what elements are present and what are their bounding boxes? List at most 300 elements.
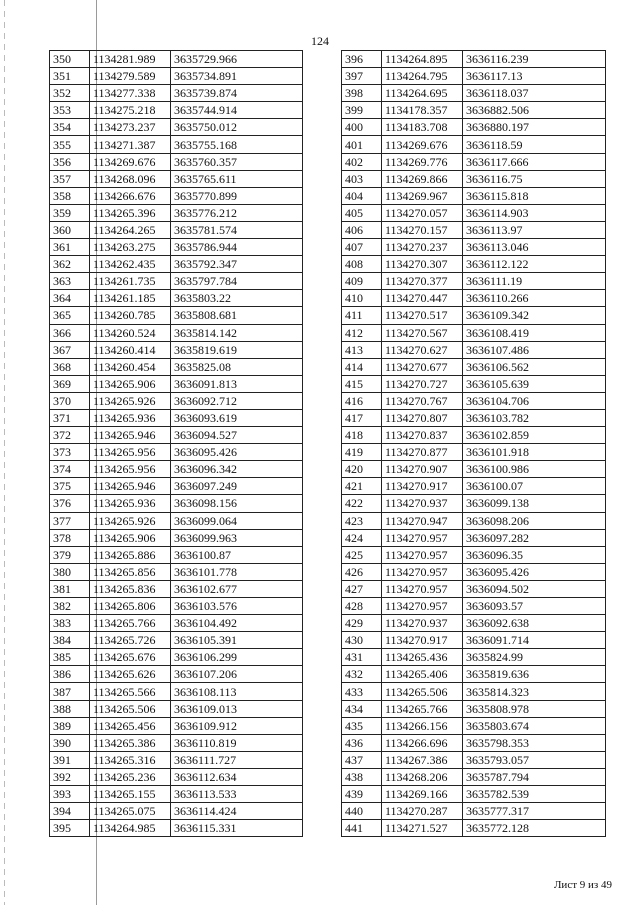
y-coordinate-cell: 3635787.794 bbox=[463, 768, 606, 785]
x-coordinate-cell: 1134265.316 bbox=[90, 751, 171, 768]
table-row bbox=[50, 239, 303, 256]
table-row bbox=[342, 495, 606, 512]
point-number-cell: 359 bbox=[50, 204, 90, 221]
table-row bbox=[342, 307, 606, 324]
y-coordinate-cell: 3636103.782 bbox=[463, 409, 606, 426]
y-coordinate-cell: 3636100.986 bbox=[463, 461, 606, 478]
x-coordinate-cell: 1134265.956 bbox=[90, 461, 171, 478]
point-number-cell: 392 bbox=[50, 768, 90, 785]
y-coordinate-cell: 3636099.963 bbox=[171, 529, 303, 546]
y-coordinate-cell: 3636104.706 bbox=[463, 392, 606, 409]
table-row bbox=[50, 768, 303, 785]
table-row bbox=[342, 461, 606, 478]
table-row bbox=[50, 632, 303, 649]
y-coordinate-cell: 3635819.636 bbox=[463, 666, 606, 683]
point-number-cell: 410 bbox=[342, 290, 382, 307]
point-number-cell: 425 bbox=[342, 546, 382, 563]
scan-edge-line bbox=[4, 0, 5, 905]
point-number-cell: 414 bbox=[342, 358, 382, 375]
x-coordinate-cell: 1134265.886 bbox=[90, 546, 171, 563]
point-number-cell: 377 bbox=[50, 512, 90, 529]
y-coordinate-cell: 3636107.206 bbox=[171, 666, 303, 683]
point-number-cell: 426 bbox=[342, 563, 382, 580]
x-coordinate-cell: 1134265.566 bbox=[90, 683, 171, 700]
point-number-cell: 374 bbox=[50, 461, 90, 478]
point-number-cell: 388 bbox=[50, 700, 90, 717]
y-coordinate-cell: 3636101.778 bbox=[171, 563, 303, 580]
table-row bbox=[342, 683, 606, 700]
x-coordinate-cell: 1134270.917 bbox=[382, 478, 463, 495]
table-row bbox=[342, 649, 606, 666]
table-row bbox=[342, 324, 606, 341]
table-row bbox=[50, 392, 303, 409]
table-row bbox=[342, 580, 606, 597]
table-row bbox=[342, 392, 606, 409]
x-coordinate-cell: 1134269.166 bbox=[382, 786, 463, 803]
x-coordinate-cell: 1134265.506 bbox=[382, 683, 463, 700]
point-number-cell: 424 bbox=[342, 529, 382, 546]
point-number-cell: 386 bbox=[50, 666, 90, 683]
point-number-cell: 434 bbox=[342, 700, 382, 717]
y-coordinate-cell: 3636091.813 bbox=[171, 375, 303, 392]
x-coordinate-cell: 1134266.676 bbox=[90, 187, 171, 204]
point-number-cell: 393 bbox=[50, 786, 90, 803]
x-coordinate-cell: 1134260.785 bbox=[90, 307, 171, 324]
point-number-cell: 432 bbox=[342, 666, 382, 683]
table-row bbox=[342, 409, 606, 426]
y-coordinate-cell: 3636101.918 bbox=[463, 444, 606, 461]
point-number-cell: 412 bbox=[342, 324, 382, 341]
point-number-cell: 360 bbox=[50, 221, 90, 238]
x-coordinate-cell: 1134270.767 bbox=[382, 392, 463, 409]
y-coordinate-cell: 3635803.674 bbox=[463, 717, 606, 734]
x-coordinate-cell: 1134270.727 bbox=[382, 375, 463, 392]
table-row bbox=[342, 273, 606, 290]
y-coordinate-cell: 3636100.87 bbox=[171, 546, 303, 563]
point-number-cell: 369 bbox=[50, 375, 90, 392]
table-row bbox=[342, 136, 606, 153]
point-number-cell: 367 bbox=[50, 341, 90, 358]
x-coordinate-cell: 1134270.957 bbox=[382, 598, 463, 615]
table-row bbox=[342, 546, 606, 563]
y-coordinate-cell: 3636099.138 bbox=[463, 495, 606, 512]
table-row bbox=[342, 478, 606, 495]
y-coordinate-cell: 3636094.502 bbox=[463, 580, 606, 597]
point-number-cell: 384 bbox=[50, 632, 90, 649]
point-number-cell: 413 bbox=[342, 341, 382, 358]
point-number-cell: 404 bbox=[342, 187, 382, 204]
table-row bbox=[342, 358, 606, 375]
point-number-cell: 422 bbox=[342, 495, 382, 512]
table-row bbox=[342, 375, 606, 392]
y-coordinate-cell: 3635776.212 bbox=[171, 204, 303, 221]
x-coordinate-cell: 1134265.806 bbox=[90, 598, 171, 615]
x-coordinate-cell: 1134264.895 bbox=[382, 51, 463, 68]
y-coordinate-cell: 3635825.08 bbox=[171, 358, 303, 375]
y-coordinate-cell: 3636112.122 bbox=[463, 256, 606, 273]
table-row bbox=[50, 204, 303, 221]
point-number-cell: 417 bbox=[342, 409, 382, 426]
y-coordinate-cell: 3636109.013 bbox=[171, 700, 303, 717]
table-row bbox=[50, 153, 303, 170]
y-coordinate-cell: 3635770.899 bbox=[171, 187, 303, 204]
table-row bbox=[50, 444, 303, 461]
point-number-cell: 399 bbox=[342, 102, 382, 119]
y-coordinate-cell: 3635755.168 bbox=[171, 136, 303, 153]
table-row bbox=[50, 786, 303, 803]
table-row bbox=[342, 563, 606, 580]
table-row bbox=[50, 324, 303, 341]
y-coordinate-cell: 3636105.391 bbox=[171, 632, 303, 649]
point-number-cell: 421 bbox=[342, 478, 382, 495]
x-coordinate-cell: 1134267.386 bbox=[382, 751, 463, 768]
x-coordinate-cell: 1134264.795 bbox=[382, 68, 463, 85]
y-coordinate-cell: 3635729.966 bbox=[171, 51, 303, 68]
y-coordinate-cell: 3635782.539 bbox=[463, 786, 606, 803]
table-row bbox=[342, 512, 606, 529]
table-row bbox=[50, 358, 303, 375]
x-coordinate-cell: 1134183.708 bbox=[382, 119, 463, 136]
sheet-footer: Лист 9 из 49 bbox=[553, 879, 612, 891]
y-coordinate-cell: 3635814.142 bbox=[171, 324, 303, 341]
table-row bbox=[50, 512, 303, 529]
table-row bbox=[342, 221, 606, 238]
table-row bbox=[50, 427, 303, 444]
x-coordinate-cell: 1134270.957 bbox=[382, 529, 463, 546]
y-coordinate-cell: 3635808.978 bbox=[463, 700, 606, 717]
table-row bbox=[342, 632, 606, 649]
table-row bbox=[342, 820, 606, 837]
y-coordinate-cell: 3636098.206 bbox=[463, 512, 606, 529]
x-coordinate-cell: 1134270.957 bbox=[382, 580, 463, 597]
y-coordinate-cell: 3635803.22 bbox=[171, 290, 303, 307]
coordinates-table-right bbox=[341, 50, 606, 837]
y-coordinate-cell: 3635765.611 bbox=[171, 170, 303, 187]
table-row bbox=[342, 204, 606, 221]
x-coordinate-cell: 1134265.946 bbox=[90, 478, 171, 495]
y-coordinate-cell: 3636113.97 bbox=[463, 221, 606, 238]
y-coordinate-cell: 3636096.342 bbox=[171, 461, 303, 478]
table-row bbox=[342, 598, 606, 615]
table-row bbox=[50, 273, 303, 290]
x-coordinate-cell: 1134271.387 bbox=[90, 136, 171, 153]
table-row bbox=[342, 666, 606, 683]
x-coordinate-cell: 1134273.237 bbox=[90, 119, 171, 136]
table-row bbox=[50, 666, 303, 683]
table-row bbox=[342, 341, 606, 358]
x-coordinate-cell: 1134265.766 bbox=[90, 615, 171, 632]
table-row bbox=[342, 751, 606, 768]
table-row bbox=[50, 461, 303, 478]
table-row bbox=[342, 427, 606, 444]
x-coordinate-cell: 1134265.856 bbox=[90, 563, 171, 580]
table-row bbox=[50, 51, 303, 68]
table-row bbox=[50, 256, 303, 273]
x-coordinate-cell: 1134265.906 bbox=[90, 529, 171, 546]
table-row bbox=[342, 119, 606, 136]
point-number-cell: 372 bbox=[50, 427, 90, 444]
y-coordinate-cell: 3635750.012 bbox=[171, 119, 303, 136]
point-number-cell: 375 bbox=[50, 478, 90, 495]
x-coordinate-cell: 1134265.386 bbox=[90, 734, 171, 751]
x-coordinate-cell: 1134265.456 bbox=[90, 717, 171, 734]
x-coordinate-cell: 1134265.726 bbox=[90, 632, 171, 649]
y-coordinate-cell: 3636095.426 bbox=[463, 563, 606, 580]
table-row bbox=[342, 290, 606, 307]
point-number-cell: 376 bbox=[50, 495, 90, 512]
y-coordinate-cell: 3636106.299 bbox=[171, 649, 303, 666]
x-coordinate-cell: 1134265.926 bbox=[90, 392, 171, 409]
table-row bbox=[342, 768, 606, 785]
x-coordinate-cell: 1134269.676 bbox=[382, 136, 463, 153]
table-row bbox=[50, 717, 303, 734]
x-coordinate-cell: 1134261.735 bbox=[90, 273, 171, 290]
y-coordinate-cell: 3636102.859 bbox=[463, 427, 606, 444]
y-coordinate-cell: 3636108.419 bbox=[463, 324, 606, 341]
point-number-cell: 397 bbox=[342, 68, 382, 85]
y-coordinate-cell: 3636118.59 bbox=[463, 136, 606, 153]
point-number-cell: 411 bbox=[342, 307, 382, 324]
point-number-cell: 356 bbox=[50, 153, 90, 170]
point-number-cell: 440 bbox=[342, 803, 382, 820]
point-number-cell: 363 bbox=[50, 273, 90, 290]
point-number-cell: 418 bbox=[342, 427, 382, 444]
x-coordinate-cell: 1134270.937 bbox=[382, 495, 463, 512]
point-number-cell: 390 bbox=[50, 734, 90, 751]
x-coordinate-cell: 1134270.677 bbox=[382, 358, 463, 375]
y-coordinate-cell: 3636093.619 bbox=[171, 409, 303, 426]
y-coordinate-cell: 3635808.681 bbox=[171, 307, 303, 324]
point-number-cell: 366 bbox=[50, 324, 90, 341]
table-row bbox=[50, 341, 303, 358]
x-coordinate-cell: 1134265.766 bbox=[382, 700, 463, 717]
y-coordinate-cell: 3636113.533 bbox=[171, 786, 303, 803]
x-coordinate-cell: 1134269.967 bbox=[382, 187, 463, 204]
point-number-cell: 351 bbox=[50, 68, 90, 85]
point-number-cell: 387 bbox=[50, 683, 90, 700]
x-coordinate-cell: 1134270.937 bbox=[382, 615, 463, 632]
y-coordinate-cell: 3636111.19 bbox=[463, 273, 606, 290]
y-coordinate-cell: 3636105.639 bbox=[463, 375, 606, 392]
y-coordinate-cell: 3636092.638 bbox=[463, 615, 606, 632]
table-row bbox=[50, 803, 303, 820]
table-row bbox=[342, 102, 606, 119]
point-number-cell: 357 bbox=[50, 170, 90, 187]
table-row bbox=[342, 170, 606, 187]
table-row bbox=[342, 529, 606, 546]
y-coordinate-cell: 3635781.574 bbox=[171, 221, 303, 238]
y-coordinate-cell: 3635734.891 bbox=[171, 68, 303, 85]
x-coordinate-cell: 1134265.936 bbox=[90, 409, 171, 426]
point-number-cell: 419 bbox=[342, 444, 382, 461]
point-number-cell: 383 bbox=[50, 615, 90, 632]
table-row bbox=[50, 700, 303, 717]
point-number-cell: 405 bbox=[342, 204, 382, 221]
point-number-cell: 373 bbox=[50, 444, 90, 461]
x-coordinate-cell: 1134264.695 bbox=[382, 85, 463, 102]
y-coordinate-cell: 3636099.064 bbox=[171, 512, 303, 529]
table-row bbox=[50, 290, 303, 307]
table-row bbox=[342, 153, 606, 170]
y-coordinate-cell: 3636117.13 bbox=[463, 68, 606, 85]
table-row bbox=[342, 239, 606, 256]
table-row bbox=[342, 803, 606, 820]
x-coordinate-cell: 1134265.626 bbox=[90, 666, 171, 683]
x-coordinate-cell: 1134281.989 bbox=[90, 51, 171, 68]
x-coordinate-cell: 1134265.236 bbox=[90, 768, 171, 785]
x-coordinate-cell: 1134269.676 bbox=[90, 153, 171, 170]
point-number-cell: 427 bbox=[342, 580, 382, 597]
x-coordinate-cell: 1134265.946 bbox=[90, 427, 171, 444]
table-row bbox=[50, 734, 303, 751]
point-number-cell: 423 bbox=[342, 512, 382, 529]
table-body bbox=[342, 51, 606, 837]
point-number-cell: 354 bbox=[50, 119, 90, 136]
point-number-cell: 420 bbox=[342, 461, 382, 478]
x-coordinate-cell: 1134270.057 bbox=[382, 204, 463, 221]
point-number-cell: 403 bbox=[342, 170, 382, 187]
table-row bbox=[342, 187, 606, 204]
point-number-cell: 370 bbox=[50, 392, 90, 409]
point-number-cell: 355 bbox=[50, 136, 90, 153]
table-row bbox=[50, 615, 303, 632]
x-coordinate-cell: 1134268.206 bbox=[382, 768, 463, 785]
point-number-cell: 416 bbox=[342, 392, 382, 409]
point-number-cell: 382 bbox=[50, 598, 90, 615]
y-coordinate-cell: 3635819.619 bbox=[171, 341, 303, 358]
y-coordinate-cell: 3636116.75 bbox=[463, 170, 606, 187]
x-coordinate-cell: 1134277.338 bbox=[90, 85, 171, 102]
x-coordinate-cell: 1134270.837 bbox=[382, 427, 463, 444]
point-number-cell: 353 bbox=[50, 102, 90, 119]
y-coordinate-cell: 3636112.634 bbox=[171, 768, 303, 785]
y-coordinate-cell: 3636113.046 bbox=[463, 239, 606, 256]
table-row bbox=[50, 580, 303, 597]
point-number-cell: 352 bbox=[50, 85, 90, 102]
x-coordinate-cell: 1134265.155 bbox=[90, 786, 171, 803]
x-coordinate-cell: 1134270.237 bbox=[382, 239, 463, 256]
x-coordinate-cell: 1134260.454 bbox=[90, 358, 171, 375]
table-body bbox=[50, 51, 303, 837]
table-row bbox=[50, 221, 303, 238]
x-coordinate-cell: 1134265.075 bbox=[90, 803, 171, 820]
point-number-cell: 385 bbox=[50, 649, 90, 666]
point-number-cell: 379 bbox=[50, 546, 90, 563]
point-number-cell: 429 bbox=[342, 615, 382, 632]
table-row bbox=[50, 375, 303, 392]
y-coordinate-cell: 3636118.037 bbox=[463, 85, 606, 102]
x-coordinate-cell: 1134265.936 bbox=[90, 495, 171, 512]
point-number-cell: 378 bbox=[50, 529, 90, 546]
y-coordinate-cell: 3636098.156 bbox=[171, 495, 303, 512]
table-row bbox=[342, 786, 606, 803]
x-coordinate-cell: 1134265.836 bbox=[90, 580, 171, 597]
table-row bbox=[342, 256, 606, 273]
x-coordinate-cell: 1134264.265 bbox=[90, 221, 171, 238]
x-coordinate-cell: 1134269.866 bbox=[382, 170, 463, 187]
table-row bbox=[342, 68, 606, 85]
x-coordinate-cell: 1134279.589 bbox=[90, 68, 171, 85]
y-coordinate-cell: 3636114.424 bbox=[171, 803, 303, 820]
y-coordinate-cell: 3636110.266 bbox=[463, 290, 606, 307]
point-number-cell: 391 bbox=[50, 751, 90, 768]
table-row bbox=[50, 119, 303, 136]
y-coordinate-cell: 3636109.342 bbox=[463, 307, 606, 324]
table-row bbox=[50, 820, 303, 837]
point-number-cell: 431 bbox=[342, 649, 382, 666]
table-row bbox=[50, 68, 303, 85]
table-row bbox=[50, 683, 303, 700]
point-number-cell: 438 bbox=[342, 768, 382, 785]
y-coordinate-cell: 3636109.912 bbox=[171, 717, 303, 734]
y-coordinate-cell: 3636097.249 bbox=[171, 478, 303, 495]
x-coordinate-cell: 1134270.627 bbox=[382, 341, 463, 358]
x-coordinate-cell: 1134265.906 bbox=[90, 375, 171, 392]
point-number-cell: 428 bbox=[342, 598, 382, 615]
y-coordinate-cell: 3635760.357 bbox=[171, 153, 303, 170]
point-number-cell: 380 bbox=[50, 563, 90, 580]
table-row bbox=[50, 598, 303, 615]
point-number-cell: 409 bbox=[342, 273, 382, 290]
x-coordinate-cell: 1134270.377 bbox=[382, 273, 463, 290]
point-number-cell: 408 bbox=[342, 256, 382, 273]
y-coordinate-cell: 3635798.353 bbox=[463, 734, 606, 751]
table-row bbox=[50, 563, 303, 580]
x-coordinate-cell: 1134271.527 bbox=[382, 820, 463, 837]
point-number-cell: 371 bbox=[50, 409, 90, 426]
y-coordinate-cell: 3636114.903 bbox=[463, 204, 606, 221]
point-number-cell: 402 bbox=[342, 153, 382, 170]
point-number-cell: 381 bbox=[50, 580, 90, 597]
point-number-cell: 396 bbox=[342, 51, 382, 68]
y-coordinate-cell: 3635744.914 bbox=[171, 102, 303, 119]
table-row bbox=[50, 649, 303, 666]
x-coordinate-cell: 1134261.185 bbox=[90, 290, 171, 307]
table-row bbox=[342, 51, 606, 68]
x-coordinate-cell: 1134266.696 bbox=[382, 734, 463, 751]
x-coordinate-cell: 1134265.676 bbox=[90, 649, 171, 666]
point-number-cell: 441 bbox=[342, 820, 382, 837]
x-coordinate-cell: 1134260.524 bbox=[90, 324, 171, 341]
x-coordinate-cell: 1134269.776 bbox=[382, 153, 463, 170]
x-coordinate-cell: 1134265.406 bbox=[382, 666, 463, 683]
table-row bbox=[342, 615, 606, 632]
y-coordinate-cell: 3635772.128 bbox=[463, 820, 606, 837]
x-coordinate-cell: 1134263.275 bbox=[90, 239, 171, 256]
y-coordinate-cell: 3636108.113 bbox=[171, 683, 303, 700]
y-coordinate-cell: 3636111.727 bbox=[171, 751, 303, 768]
x-coordinate-cell: 1134270.567 bbox=[382, 324, 463, 341]
table-row bbox=[342, 85, 606, 102]
x-coordinate-cell: 1134270.957 bbox=[382, 563, 463, 580]
table-row bbox=[50, 136, 303, 153]
x-coordinate-cell: 1134270.157 bbox=[382, 221, 463, 238]
y-coordinate-cell: 3636880.197 bbox=[463, 119, 606, 136]
y-coordinate-cell: 3635786.944 bbox=[171, 239, 303, 256]
x-coordinate-cell: 1134265.396 bbox=[90, 204, 171, 221]
y-coordinate-cell: 3636882.506 bbox=[463, 102, 606, 119]
y-coordinate-cell: 3636115.818 bbox=[463, 187, 606, 204]
y-coordinate-cell: 3636097.282 bbox=[463, 529, 606, 546]
x-coordinate-cell: 1134270.287 bbox=[382, 803, 463, 820]
point-number-cell: 395 bbox=[50, 820, 90, 837]
x-coordinate-cell: 1134270.907 bbox=[382, 461, 463, 478]
y-coordinate-cell: 3636091.714 bbox=[463, 632, 606, 649]
point-number-cell: 435 bbox=[342, 717, 382, 734]
table-row bbox=[50, 307, 303, 324]
table-row bbox=[50, 102, 303, 119]
point-number-cell: 358 bbox=[50, 187, 90, 204]
